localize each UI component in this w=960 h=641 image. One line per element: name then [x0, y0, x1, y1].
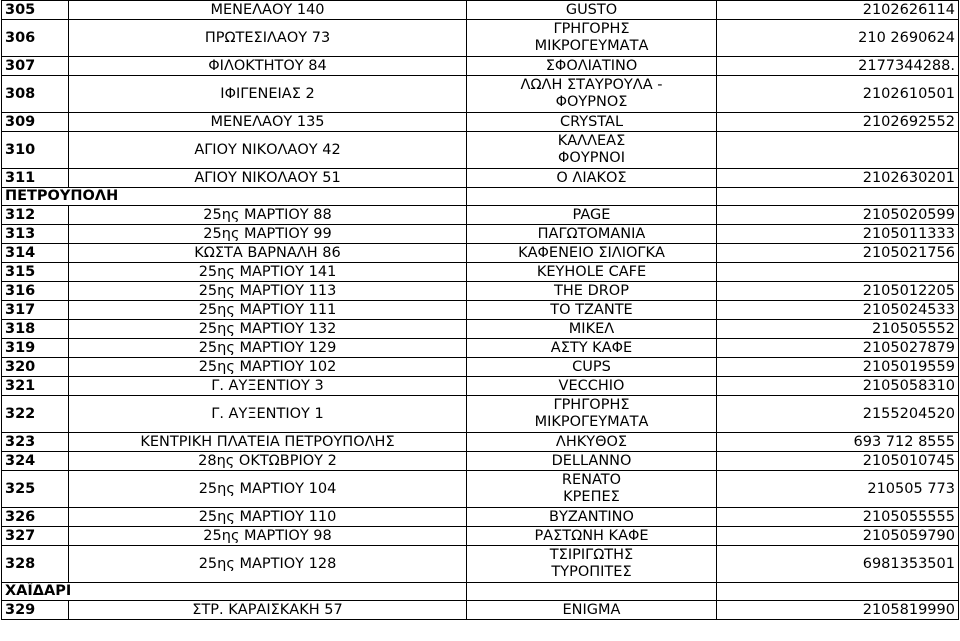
shop-name-line: CUPS — [572, 358, 611, 375]
address-cell: ΚΕΝΤΡΙΚΗ ΠΛΑΤΕΙΑ ΠΕΤΡΟΥΠΟΛΗΣ — [69, 433, 467, 452]
address-cell: Γ. ΑΥΞΕΝΤΙΟΥ 3 — [69, 377, 467, 396]
empty-cell — [467, 583, 717, 601]
row-number: 326 — [2, 508, 69, 527]
phone-cell: 210 2690624 — [717, 20, 959, 57]
shop-name-line: KEYHOLE CAFE — [536, 263, 647, 280]
region-header-row — [2, 583, 959, 601]
shop-name-line: VECCHIO — [558, 377, 625, 394]
address-cell: 25ης ΜΑΡΤΙΟΥ 102 — [69, 358, 467, 377]
shop-name-cell — [467, 396, 717, 433]
phone-cell: 2177344288. — [717, 57, 959, 76]
phone-cell: 2105024533 — [717, 301, 959, 320]
shop-name-cell — [467, 433, 717, 452]
shop-name-line: DELLANNO — [551, 452, 632, 469]
table-row — [2, 76, 959, 113]
phone-cell: 2105027879 — [717, 339, 959, 358]
shop-name-cell — [467, 132, 717, 169]
phone-cell: 2105055555 — [717, 508, 959, 527]
shop-name-cell — [467, 546, 717, 583]
row-number: 312 — [2, 206, 69, 225]
table-row — [2, 263, 959, 282]
shop-name-line: ΛΩΛΗ ΣΤΑΥΡΟΥΛΑ - — [520, 77, 663, 93]
address-cell: ΠΡΩΤΕΣΙΛΑΟΥ 73 — [69, 20, 467, 57]
empty-cell — [717, 583, 959, 601]
shop-name-line: ΦΟΥΡΝΟΙ — [558, 150, 625, 166]
row-number: 323 — [2, 433, 69, 452]
shop-name-line: ΡΑΣΤΩΝΗ ΚΑΦΕ — [534, 527, 649, 544]
row-number: 329 — [2, 601, 69, 620]
shop-name-line: ΜΙΚΡΟΓΕΥΜΑΤΑ — [534, 414, 649, 430]
address-cell: ΙΦΙΓΕΝΕΙΑΣ 2 — [69, 76, 467, 113]
table-row — [2, 377, 959, 396]
empty-cell — [467, 188, 717, 206]
phone-cell: 693 712 8555 — [717, 433, 959, 452]
shop-name-line: ΓΡΗΓΟΡΗΣ — [553, 397, 630, 413]
shop-name-line: ΦΟΥΡΝΟΣ — [555, 94, 628, 110]
table-row — [2, 339, 959, 358]
shop-name-cell — [467, 113, 717, 132]
phone-cell: 2105019559 — [717, 358, 959, 377]
shop-name-line: PAGE — [572, 206, 611, 223]
shop-name-cell — [467, 244, 717, 263]
row-number: 322 — [2, 396, 69, 433]
shop-name-cell — [467, 452, 717, 471]
address-cell: 28ης ΟΚΤΩΒΡΙΟΥ 2 — [69, 452, 467, 471]
row-number: 328 — [2, 546, 69, 583]
table-row — [2, 508, 959, 527]
shop-name-line: ΑΣΤΥ ΚΑΦΕ — [550, 339, 633, 356]
shop-name-line: ΜΙΚΡΟΓΕΥΜΑΤΑ — [534, 38, 649, 54]
row-number: 311 — [2, 169, 69, 188]
shop-name-cell — [467, 301, 717, 320]
shop-name-line: ENIGMA — [562, 601, 621, 618]
row-number: 318 — [2, 320, 69, 339]
phone-cell: 2105020599 — [717, 206, 959, 225]
shop-name-line: ΤΣΙΡΙΓΩΤΗΣ — [549, 547, 634, 563]
region-name: ΠΕΤΡΟΥΠΟΛΗ — [2, 188, 467, 206]
shop-name-cell — [467, 320, 717, 339]
phone-cell: 210505552 — [717, 320, 959, 339]
address-cell: ΑΓΙΟΥ ΝΙΚΟΛΑΟΥ 42 — [69, 132, 467, 169]
shop-name-cell — [467, 206, 717, 225]
row-number: 320 — [2, 358, 69, 377]
shop-name-line: ΚΡΕΠΕΣ — [563, 489, 620, 505]
shop-name-line: ΓΡΗΓΟΡΗΣ — [553, 21, 630, 37]
row-number: 306 — [2, 20, 69, 57]
phone-cell: 2105012205 — [717, 282, 959, 301]
row-number: 327 — [2, 527, 69, 546]
shop-name-cell — [467, 76, 717, 113]
table-row — [2, 601, 959, 620]
shop-name-line: ΣΦΟΛΙΑΤΙΝΟ — [545, 57, 638, 74]
shop-name-cell — [467, 169, 717, 188]
address-cell: ΦΙΛΟΚΤΗΤΟΥ 84 — [69, 57, 467, 76]
address-cell: 25ης ΜΑΡΤΙΟΥ 113 — [69, 282, 467, 301]
shop-name-line: CRYSTAL — [559, 113, 624, 130]
shop-name-cell — [467, 57, 717, 76]
phone-cell: 2102626114 — [717, 1, 959, 20]
address-cell: 25ης ΜΑΡΤΙΟΥ 132 — [69, 320, 467, 339]
phone-cell: 2102692552 — [717, 113, 959, 132]
phone-cell — [717, 132, 959, 169]
address-cell: 25ης ΜΑΡΤΙΟΥ 141 — [69, 263, 467, 282]
row-number: 314 — [2, 244, 69, 263]
address-cell: 25ης ΜΑΡΤΙΟΥ 111 — [69, 301, 467, 320]
phone-cell: 2105059790 — [717, 527, 959, 546]
region-header-row — [2, 188, 959, 206]
table-body — [2, 1, 959, 620]
phone-cell: 210505 773 — [717, 471, 959, 508]
shop-name-line: ΛΗΚΥΘΟΣ — [555, 433, 628, 450]
address-cell: ΜΕΝΕΛΑΟΥ 135 — [69, 113, 467, 132]
phone-cell: 2105819990 — [717, 601, 959, 620]
shop-name-cell — [467, 601, 717, 620]
shop-name-line: ΚΑΛΛΕΑΣ — [557, 133, 626, 149]
row-number: 305 — [2, 1, 69, 20]
phone-cell: 2102630201 — [717, 169, 959, 188]
row-number: 325 — [2, 471, 69, 508]
table-row — [2, 244, 959, 263]
address-cell: ΑΓΙΟΥ ΝΙΚΟΛΑΟΥ 51 — [69, 169, 467, 188]
shop-name-line: ΜΙΚΕΛ — [568, 320, 615, 337]
shop-name-cell — [467, 20, 717, 57]
row-number: 319 — [2, 339, 69, 358]
shop-name-line: GUSTO — [565, 1, 618, 18]
row-number: 309 — [2, 113, 69, 132]
address-cell: 25ης ΜΑΡΤΙΟΥ 98 — [69, 527, 467, 546]
shop-name-line: ΤΟ ΤΖΑΝΤΕ — [550, 301, 633, 318]
address-cell: ΣΤΡ. ΚΑΡΑΙΣΚΑΚΗ 57 — [69, 601, 467, 620]
table-row — [2, 206, 959, 225]
shop-name-cell — [467, 358, 717, 377]
shop-name-cell — [467, 471, 717, 508]
phone-cell: 2102610501 — [717, 76, 959, 113]
address-cell: Γ. ΑΥΞΕΝΤΙΟΥ 1 — [69, 396, 467, 433]
table-row — [2, 169, 959, 188]
table-row — [2, 301, 959, 320]
row-number: 317 — [2, 301, 69, 320]
shop-name-line: ΒΥΖΑΝΤΙΝΟ — [549, 508, 634, 525]
table-row — [2, 1, 959, 20]
address-cell: ΜΕΝΕΛΑΟΥ 140 — [69, 1, 467, 20]
table-row — [2, 527, 959, 546]
shop-name-cell — [467, 1, 717, 20]
table-row — [2, 546, 959, 583]
phone-cell: 6981353501 — [717, 546, 959, 583]
table-row — [2, 132, 959, 169]
shops-table — [1, 0, 959, 620]
shop-name-cell — [467, 527, 717, 546]
phone-cell: 2155204520 — [717, 396, 959, 433]
row-number: 313 — [2, 225, 69, 244]
row-number: 324 — [2, 452, 69, 471]
table-row — [2, 433, 959, 452]
phone-cell — [717, 263, 959, 282]
address-cell: 25ης ΜΑΡΤΙΟΥ 129 — [69, 339, 467, 358]
shop-name-line: ΚΑΦΕΝΕΙΟ ΣΙΛΙΟΓΚΑ — [518, 244, 665, 261]
row-number: 321 — [2, 377, 69, 396]
address-cell: ΚΩΣΤΑ ΒΑΡΝΑΛΗ 86 — [69, 244, 467, 263]
table-row — [2, 452, 959, 471]
address-cell: 25ης ΜΑΡΤΙΟΥ 88 — [69, 206, 467, 225]
table-row — [2, 113, 959, 132]
phone-cell: 2105011333 — [717, 225, 959, 244]
table-row — [2, 20, 959, 57]
row-number: 315 — [2, 263, 69, 282]
row-number: 308 — [2, 76, 69, 113]
address-cell: 25ης ΜΑΡΤΙΟΥ 110 — [69, 508, 467, 527]
table-row — [2, 358, 959, 377]
table-row — [2, 396, 959, 433]
table-row — [2, 320, 959, 339]
table-row — [2, 282, 959, 301]
shop-name-line: THE DROP — [554, 282, 629, 299]
phone-cell: 2105058310 — [717, 377, 959, 396]
row-number: 316 — [2, 282, 69, 301]
shop-name-cell — [467, 263, 717, 282]
shop-name-cell — [467, 377, 717, 396]
shop-name-cell — [467, 282, 717, 301]
row-number: 310 — [2, 132, 69, 169]
table-row — [2, 57, 959, 76]
shop-name-line: ΤΥΡΟΠΙΤΕΣ — [551, 564, 632, 580]
shop-name-line: RENATO — [561, 472, 622, 488]
row-number: 307 — [2, 57, 69, 76]
address-cell: 25ης ΜΑΡΤΙΟΥ 128 — [69, 546, 467, 583]
shop-name-cell — [467, 508, 717, 527]
phone-cell: 2105021756 — [717, 244, 959, 263]
shop-name-cell — [467, 225, 717, 244]
phone-cell: 2105010745 — [717, 452, 959, 471]
shop-name-line: ΠΑΓΩΤΟΜΑΝΙΑ — [537, 225, 646, 242]
shop-name-cell — [467, 339, 717, 358]
table-row — [2, 225, 959, 244]
table-row — [2, 471, 959, 508]
empty-cell — [717, 188, 959, 206]
address-cell: 25ης ΜΑΡΤΙΟΥ 99 — [69, 225, 467, 244]
address-cell: 25ης ΜΑΡΤΙΟΥ 104 — [69, 471, 467, 508]
region-name: ΧΑΪΔΑΡΙ — [2, 583, 467, 601]
shop-name-line: Ο ΛΙΑΚΟΣ — [556, 169, 627, 186]
